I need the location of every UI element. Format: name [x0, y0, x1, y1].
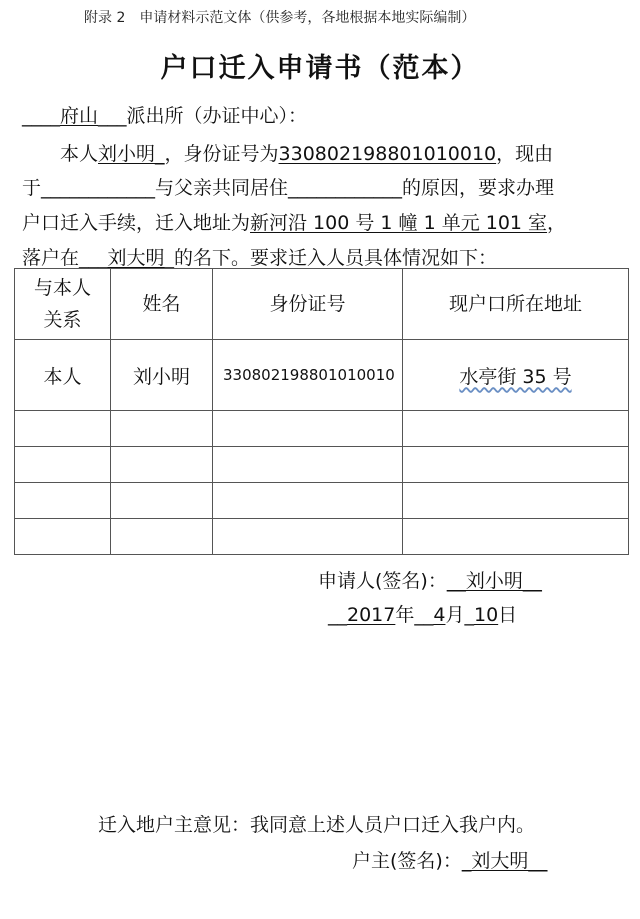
body-line-5 [22, 243, 497, 270]
date-month: 4 [433, 604, 446, 626]
empty-cell [213, 483, 403, 519]
document-title: 户口迁入申请书（范本） [160, 53, 480, 84]
header-address: 现户口所在地址 [403, 269, 629, 340]
blank: __ [328, 604, 347, 626]
blank: ___ [79, 247, 108, 269]
empty-cell [403, 483, 629, 519]
empty-cell [213, 447, 403, 483]
cell-relation: 本人 [15, 340, 111, 411]
empty-cell [111, 447, 213, 483]
empty-cell [15, 411, 111, 447]
table-row [15, 447, 629, 483]
text: 户口迁入手续，迁入地址为 [22, 212, 251, 234]
owner-opinion: 迁入地户主意见：我同意上述人员户口迁入我户内。 [98, 814, 536, 836]
text: 落户在 [22, 247, 80, 269]
blank: __ [414, 604, 434, 626]
blank: _ [164, 247, 175, 269]
year-label: 年 [395, 604, 415, 626]
cell-id: 330802198801010010 [213, 340, 403, 411]
text: 的原因，要求办理 [402, 177, 555, 199]
month-label: 月 [445, 604, 465, 626]
date-year: 2017 [347, 604, 396, 626]
empty-cell [111, 519, 213, 555]
empty-cell [213, 519, 403, 555]
text: 于 [22, 177, 42, 199]
owner-signature-line [352, 846, 547, 873]
blank: ____________ [41, 177, 156, 199]
address-text: 水亭街 35 号 [459, 365, 572, 388]
blank: ____ [22, 105, 60, 127]
empty-cell [15, 519, 111, 555]
signature-label: 申请人(签名)： [318, 570, 447, 592]
table-header-row [15, 269, 629, 340]
empty-cell [213, 411, 403, 447]
text: ，身份证号为 [164, 143, 279, 165]
body-line-1 [22, 101, 307, 128]
applicant-signature-line [318, 566, 542, 593]
empty-cell [403, 447, 629, 483]
empty-cell [15, 447, 111, 483]
household-head-name: 刘大明 [107, 247, 165, 269]
empty-cell [111, 483, 213, 519]
header-id: 身份证号 [213, 269, 403, 340]
text: 的名下。要求迁入人员具体情况如下： [174, 247, 498, 269]
header-note: 附录 2 申请材料示范文体（供参考，各地根据本地实际编制） [84, 10, 476, 26]
day-label: 日 [498, 604, 518, 626]
empty-cell [403, 411, 629, 447]
text: ， [547, 212, 567, 234]
text: ___派出所（办证中心）： [98, 105, 308, 127]
applicant-id-number: 330802198801010010 [278, 143, 497, 165]
migrant-table [14, 268, 629, 555]
move-reason: 与父亲共同居住 [155, 177, 289, 199]
table-row [15, 411, 629, 447]
move-in-address: 新河沿 100 号 1 幢 1 单元 101 室 [250, 212, 548, 234]
blank: _ [464, 604, 474, 626]
table-row [15, 340, 629, 411]
police-station-name: 府山 [60, 105, 99, 127]
applicant-name: 刘小明_ [98, 143, 165, 165]
signature-name: __刘小明__ [446, 570, 542, 592]
empty-cell [15, 483, 111, 519]
header-relation: 与本人关系 [15, 269, 111, 340]
empty-cell [111, 411, 213, 447]
table-row [15, 519, 629, 555]
signature-date [328, 600, 517, 627]
blank: ____________ [288, 177, 403, 199]
cell-name: 刘小明 [111, 340, 213, 411]
owner-signature-name: _刘大明__ [461, 850, 548, 872]
header-name: 姓名 [111, 269, 213, 340]
text: 本人 [60, 143, 99, 165]
date-day: 10 [473, 604, 499, 626]
empty-cell [403, 519, 629, 555]
body-line-3 [22, 173, 554, 200]
text: ，现由 [496, 143, 554, 165]
owner-signature-label: 户主(签名)： [352, 850, 462, 872]
body-line-2 [60, 139, 553, 166]
table-row [15, 483, 629, 519]
body-line-4 [22, 208, 566, 235]
cell-address [403, 340, 629, 411]
